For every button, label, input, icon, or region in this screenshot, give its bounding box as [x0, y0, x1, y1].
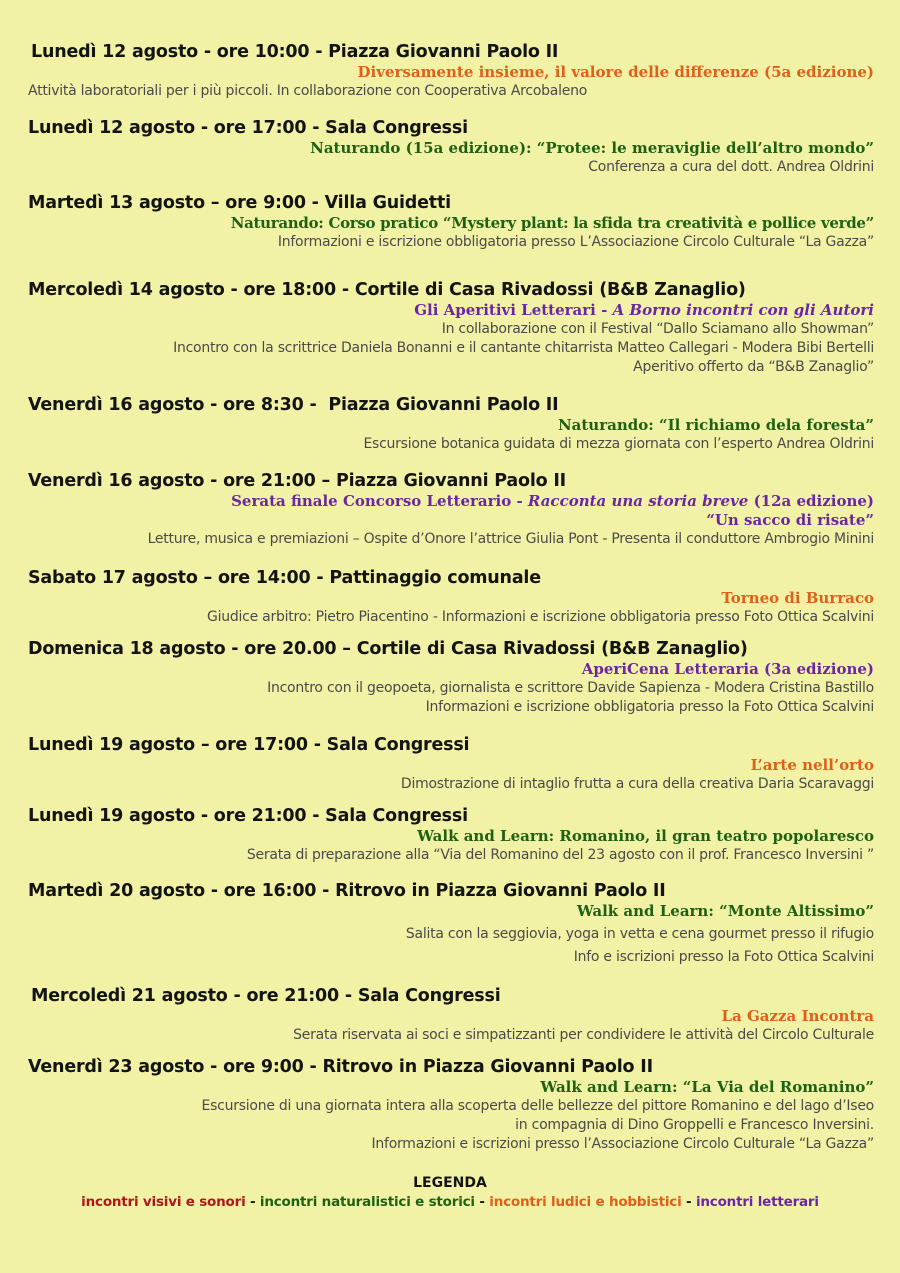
legend-item-letterari: incontri letterari — [695, 1194, 819, 1210]
event-heading: Venerdì 16 agosto - ore 8:30 - Piazza Giovanni Paolo II — [28, 395, 559, 415]
event-block — [28, 394, 874, 454]
event-subtitle: L’arte nell’orto — [750, 756, 874, 774]
event-description: Escursione botanica guidata di mezza giornata con l’esperto Andrea Oldrini — [363, 436, 874, 452]
event-block — [28, 117, 874, 177]
event-block — [28, 567, 874, 627]
event-block — [28, 734, 874, 794]
event-subtitle-italic: A Borno incontri con gli Autori — [612, 301, 874, 319]
event-subtitle: Naturando: “Il richiamo dela foresta” — [557, 416, 874, 434]
event-block — [28, 985, 874, 1045]
event-block — [28, 1056, 874, 1154]
event-heading: Domenica 18 agosto - ore 20.00 – Cortile di Casa Rivadossi (B&B Zanaglio) — [28, 639, 748, 659]
event-heading: Lunedì 19 agosto - ore 21:00 - Sala Congressi — [28, 806, 468, 826]
event-subtitle: Diversamente insieme, il valore delle differenze (5a edizione) — [357, 63, 874, 81]
event-description: Incontro con la scrittrice Daniela Bonanni e il cantante chitarrista Matteo Callegari - Modera Bibi Bertelli — [173, 340, 874, 356]
legend-separator: - — [245, 1194, 260, 1210]
event-block — [28, 470, 874, 549]
event-description: Informazioni e iscrizione obbligatoria presso la Foto Ottica Scalvini — [425, 699, 874, 715]
event-block — [28, 192, 874, 252]
event-description: Informazioni e iscrizione obbligatoria presso L’Associazione Circolo Culturale “La Gazza” — [277, 234, 874, 250]
event-description: Attività laboratoriali per i più piccoli. In collaborazione con Cooperativa Arcobaleno — [28, 83, 588, 99]
event-description: in compagnia di Dino Groppelli e Francesco Inversini. — [515, 1117, 874, 1133]
event-subtitle-edition: (12a edizione) — [748, 492, 874, 510]
event-description: Informazioni e iscrizioni presso l’Associazione Circolo Culturale “La Gazza” — [371, 1136, 874, 1152]
event-description: Serata di preparazione alla “Via del Romanino del 23 agosto con il prof. Francesco Inversini ” — [246, 847, 874, 863]
legend-separator: - — [474, 1194, 490, 1210]
event-heading: Venerdì 23 agosto - ore 9:00 - Ritrovo in Piazza Giovanni Paolo II — [28, 1057, 653, 1077]
event-description: Incontro con il geopoeta, giornalista e scrittore Davide Sapienza - Modera Cristina Bastillo — [267, 680, 874, 696]
event-heading: Martedì 20 agosto - ore 16:00 - Ritrovo in Piazza Giovanni Paolo II — [28, 881, 666, 901]
event-subtitle — [28, 301, 874, 320]
legend-item-naturalistici-storici: incontri naturalistici e storici — [259, 1194, 475, 1210]
event-subtitle-italic: Racconta una storia breve — [527, 492, 749, 510]
event-block — [28, 805, 874, 865]
event-subtitle: Walk and Learn: Romanino, il gran teatro popolaresco — [417, 827, 874, 845]
event-subtitle: La Gazza Incontra — [721, 1007, 874, 1025]
event-subtitle-main: Serata finale Concorso Letterario - — [231, 492, 528, 510]
legend-title: LEGENDA — [413, 1175, 487, 1191]
event-description: Serata riservata ai soci e simpatizzanti per condividere le attività del Circolo Culturale — [293, 1027, 874, 1043]
event-description: Salita con la seggiovia, yoga in vetta e cena gourmet presso il rifugio — [405, 926, 874, 942]
legend — [0, 1194, 900, 1210]
event-subtitle: Torneo di Burraco — [721, 589, 874, 607]
event-heading: Mercoledì 14 agosto - ore 18:00 - Cortile di Casa Rivadossi (B&B Zanaglio) — [28, 280, 746, 300]
event-description: Conferenza a cura del dott. Andrea Oldrini — [588, 159, 874, 175]
event-heading: Sabato 17 agosto – ore 14:00 - Pattinaggio comunale — [28, 568, 541, 588]
legend-item-ludici-hobbistici: incontri ludici e hobbistici — [489, 1194, 682, 1210]
event-description: In collaborazione con il Festival “Dallo Sciamano allo Showman” — [441, 321, 874, 337]
event-description: Aperitivo offerto da “B&B Zanaglio” — [633, 359, 874, 375]
event-subtitle-main: Gli Aperitivi Letterari - — [414, 301, 613, 319]
event-heading: Martedì 13 agosto – ore 9:00 - Villa Guidetti — [28, 193, 451, 213]
event-heading: Venerdì 16 agosto - ore 21:00 – Piazza Giovanni Paolo II — [28, 471, 566, 491]
event-block — [28, 638, 874, 717]
event-subtitle-2: “Un sacco di risate” — [706, 511, 874, 529]
legend-separator: - — [681, 1194, 696, 1210]
event-subtitle: Walk and Learn: “Monte Altissimo” — [576, 902, 874, 920]
event-subtitle: Walk and Learn: “La Via del Romanino” — [540, 1078, 874, 1096]
event-heading: Lunedì 19 agosto – ore 17:00 - Sala Congressi — [28, 735, 470, 755]
event-subtitle: Naturando (15a edizione): “Protee: le meraviglie dell’altro mondo” — [310, 139, 874, 157]
event-description: Info e iscrizioni presso la Foto Ottica Scalvini — [573, 949, 874, 965]
event-block — [28, 41, 874, 101]
event-block — [28, 880, 874, 967]
event-heading: Mercoledì 21 agosto - ore 21:00 - Sala Congressi — [31, 986, 501, 1006]
event-block — [28, 279, 874, 377]
event-description: Giudice arbitro: Pietro Piacentino - Informazioni e iscrizione obbligatoria presso Foto Ottica Scalvini — [207, 609, 874, 625]
event-subtitle: AperiCena Letteraria (3a edizione) — [581, 660, 874, 678]
event-description: Dimostrazione di intaglio frutta a cura della creativa Daria Scaravaggi — [400, 776, 874, 792]
event-heading: Lunedì 12 agosto - ore 10:00 - Piazza Giovanni Paolo II — [31, 42, 559, 62]
event-subtitle — [28, 492, 874, 511]
legend-item-visivi-sonori: incontri visivi e sonori — [81, 1194, 246, 1210]
event-description: Letture, musica e premiazioni – Ospite d’Onore l’attrice Giulia Pont - Presenta il conduttore Ambrogio Minini — [147, 531, 874, 547]
event-description: Escursione di una giornata intera alla scoperta delle bellezze del pittore Romanino e del lago d’Iseo — [201, 1098, 874, 1114]
event-heading: Lunedì 12 agosto - ore 17:00 - Sala Congressi — [28, 118, 468, 138]
event-subtitle: Naturando: Corso pratico “Mystery plant: la sfida tra creatività e pollice verde” — [230, 214, 874, 232]
